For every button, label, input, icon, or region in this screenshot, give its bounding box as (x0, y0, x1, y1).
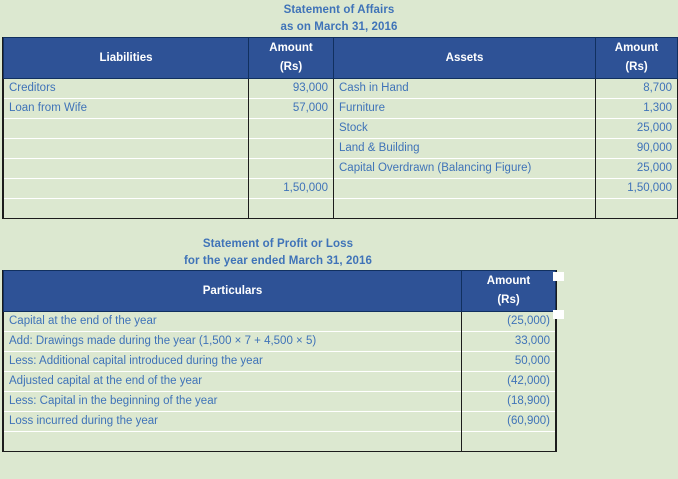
statement-of-profit-or-loss-table-wrapper (2, 270, 557, 452)
asset-particular: Land & Building (334, 139, 596, 159)
statement-of-profit-or-loss-title-block (0, 227, 556, 270)
table-row (4, 79, 678, 99)
liability-particular (4, 119, 249, 139)
statement-of-affairs-title-line1: Statement of Affairs (283, 4, 395, 16)
liability-amount (249, 139, 334, 159)
column-header-particulars-label: Particulars (202, 284, 263, 297)
asset-particular: Cash in Hand (334, 79, 596, 99)
liability-particular: Loan from Wife (4, 99, 249, 119)
column-header-amount-pl (462, 271, 556, 312)
table-total-row (4, 412, 556, 432)
column-header-amount-assets-label: Amount (614, 42, 659, 54)
table-row (4, 312, 556, 332)
pl-amount: (18,900) (462, 392, 556, 412)
table-row (4, 159, 678, 179)
trailing-blank-amount-liabilities (249, 199, 334, 219)
pl-amount: (25,000) (462, 312, 556, 332)
statement-of-affairs-table-wrapper (2, 37, 678, 219)
pl-particular: Capital at the end of the year (4, 312, 462, 332)
liability-particular (4, 139, 249, 159)
statement-of-affairs-title-line2: as on March 31, 2016 (280, 21, 398, 33)
pl-amount (462, 432, 556, 452)
table-row-trailing-blank (4, 199, 678, 219)
statement-of-affairs-body (4, 79, 678, 219)
liability-amount (249, 119, 334, 139)
statement-of-profit-or-loss-table (3, 270, 556, 451)
trailing-blank-liabilities (4, 199, 249, 219)
asset-amount: 8,700 (596, 79, 678, 99)
column-header-liabilities-label: Liabilities (99, 51, 153, 64)
column-header-amount-liabilities-unit: (Rs) (279, 61, 303, 73)
asset-amount: 25,000 (596, 119, 678, 139)
pl-particular: Add: Drawings made during the year (1,500 × 7 + 4,500 × 5) (4, 332, 462, 352)
column-header-particulars (4, 271, 462, 312)
total-label-assets (334, 179, 596, 199)
asset-amount: 1,300 (596, 99, 678, 119)
table-row (4, 352, 556, 372)
trailing-blank-assets (334, 199, 596, 219)
column-header-amount-liabilities (249, 38, 334, 79)
asset-amount: 25,000 (596, 159, 678, 179)
column-header-amount-assets-unit: (Rs) (625, 61, 648, 73)
total-label-liabilities (4, 179, 249, 199)
statement-of-profit-or-loss-title-line1: Statement of Profit or Loss (202, 238, 354, 250)
table-total-row (4, 179, 678, 199)
asset-particular: Furniture (334, 99, 596, 119)
statement-of-affairs-header-row (4, 38, 678, 79)
selection-handle-bottom-icon (553, 310, 564, 319)
pl-particular: Loss incurred during the year (4, 412, 462, 432)
section-spacer (0, 219, 678, 227)
statement-of-profit-or-loss-body (4, 312, 556, 452)
trailing-blank-amount-assets (596, 199, 678, 219)
column-header-assets (334, 38, 596, 79)
liability-amount: 93,000 (249, 79, 334, 99)
table-row-trailing-blank (4, 432, 556, 452)
pl-particular: Less: Capital in the beginning of the year (4, 392, 462, 412)
asset-particular: Stock (334, 119, 596, 139)
total-amount-liabilities: 1,50,000 (249, 179, 334, 199)
statement-of-profit-or-loss-title-line2: for the year ended March 31, 2016 (183, 255, 373, 267)
liability-amount (249, 159, 334, 179)
liability-particular: Creditors (4, 79, 249, 99)
table-row (4, 392, 556, 412)
pl-particular: Adjusted capital at the end of the year (4, 372, 462, 392)
asset-particular: Capital Overdrawn (Balancing Figure) (334, 159, 596, 179)
table-row (4, 372, 556, 392)
column-header-liabilities (4, 38, 249, 79)
table-row (4, 119, 678, 139)
liability-particular (4, 159, 249, 179)
pl-particular (4, 432, 462, 452)
pl-particular: Less: Additional capital introduced during the year (4, 352, 462, 372)
pl-amount: (42,000) (462, 372, 556, 392)
table-row (4, 99, 678, 119)
column-header-amount-liabilities-label: Amount (269, 42, 313, 54)
column-header-amount-pl-unit: (Rs) (497, 294, 520, 306)
total-amount-assets: 1,50,000 (596, 179, 678, 199)
pl-amount: 33,000 (462, 332, 556, 352)
statement-of-affairs-table (3, 37, 678, 218)
selection-handle-top-icon (553, 272, 564, 281)
liability-amount: 57,000 (249, 99, 334, 119)
table-row (4, 139, 678, 159)
pl-amount: 50,000 (462, 352, 556, 372)
column-header-amount-assets (596, 38, 678, 79)
table-row (4, 332, 556, 352)
column-header-assets-label: Assets (445, 51, 484, 64)
asset-amount: 90,000 (596, 139, 678, 159)
statement-of-affairs-title-block (0, 0, 678, 36)
column-header-amount-pl-label: Amount (486, 275, 531, 287)
pl-amount: (60,900) (462, 412, 556, 432)
statement-of-profit-or-loss-header-row (4, 271, 556, 312)
